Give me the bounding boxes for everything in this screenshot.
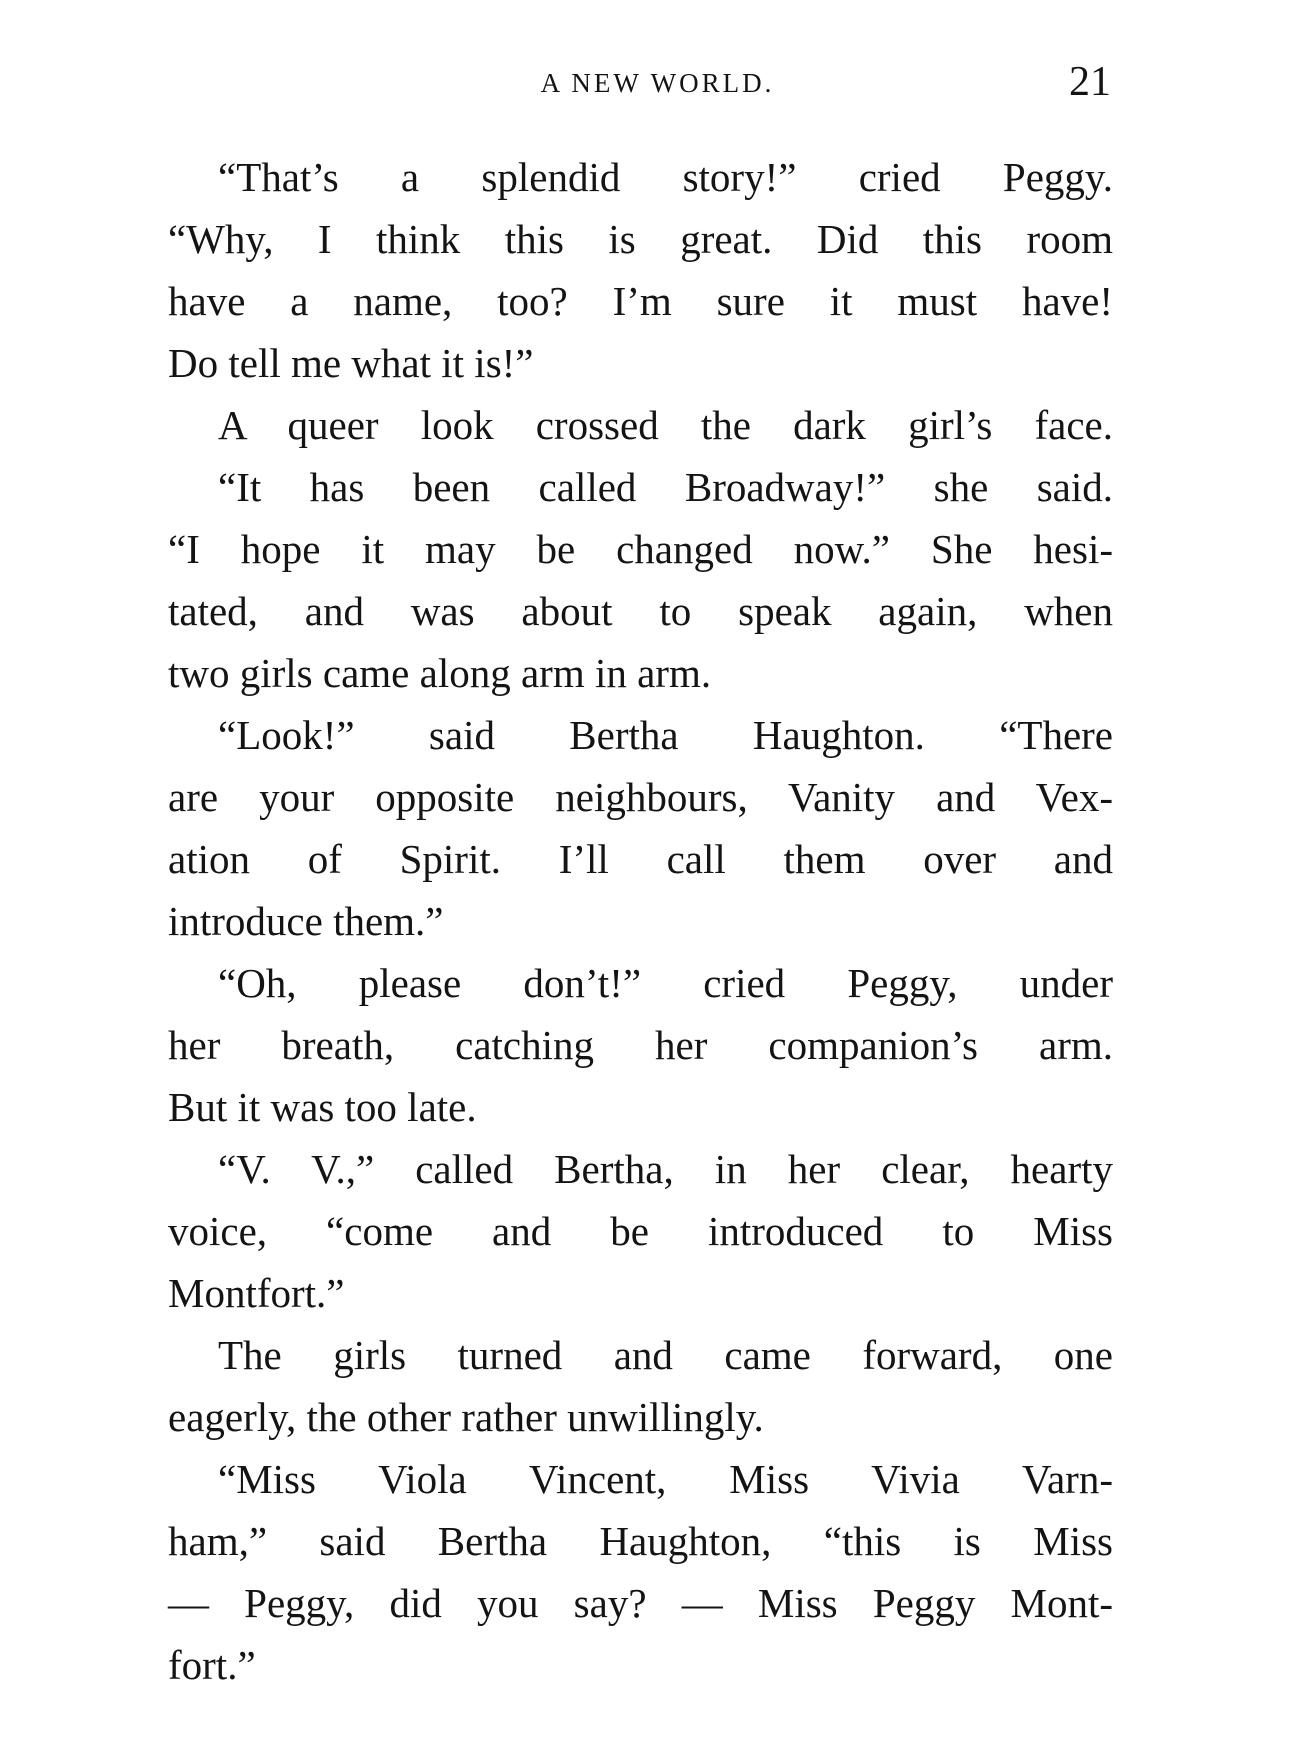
- text-line: eagerly, the other rather unwillingly.: [168, 1394, 764, 1440]
- text-line: The girls turned and came forward, one: [218, 1332, 1113, 1378]
- text-line: Montfort.”: [168, 1270, 345, 1316]
- text-line: “Miss Viola Vincent, Miss Vivia Varn-: [218, 1456, 1113, 1502]
- paragraph: [168, 146, 1113, 394]
- text-line: tated, and was about to speak again, when: [168, 588, 1113, 634]
- paragraph: [168, 394, 1113, 456]
- text-line: voice, “come and be introduced to Miss: [168, 1208, 1113, 1254]
- text-line: introduce them.”: [168, 898, 444, 944]
- running-title: A NEW WORLD.: [540, 68, 775, 98]
- text-line: — Peggy, did you say? — Miss Peggy Mont-: [168, 1580, 1113, 1626]
- text-line: “Look!” said Bertha Haughton. “There: [218, 712, 1113, 758]
- text-line: Do tell me what it is!”: [168, 340, 534, 386]
- text-line: her breath, catching her companion’s arm.: [168, 1022, 1113, 1068]
- text-line: ham,” said Bertha Haughton, “this is Miss: [168, 1518, 1113, 1564]
- text-line: have a name, too? I’m sure it must have!: [168, 278, 1113, 324]
- text-line: “Oh, please don’t!” cried Peggy, under: [218, 960, 1113, 1006]
- text-line: are your opposite neighbours, Vanity and Vex-: [168, 774, 1113, 820]
- text-line: “I hope it may be changed now.” She hesi-: [168, 526, 1113, 572]
- paragraph: [168, 1324, 1113, 1448]
- paragraph: [168, 456, 1113, 704]
- text-line: “V. V.,” called Bertha, in her clear, hearty: [218, 1146, 1113, 1192]
- paragraph: [168, 952, 1113, 1138]
- paragraph: [168, 704, 1113, 952]
- text-line: fort.”: [168, 1642, 256, 1688]
- text-line: “Why, I think this is great. Did this room: [168, 216, 1113, 262]
- body-text: [168, 146, 1113, 1696]
- text-line: two girls came along arm in arm.: [168, 650, 712, 696]
- page-number: 21: [1069, 59, 1111, 105]
- text-line: ation of Spirit. I’ll call them over and: [168, 836, 1113, 882]
- text-line: “That’s a splendid story!” cried Peggy.: [218, 154, 1113, 200]
- text-line: But it was too late.: [168, 1084, 477, 1130]
- text-line: A queer look crossed the dark girl’s face.: [218, 402, 1113, 448]
- paragraph: [168, 1138, 1113, 1324]
- paragraph: [168, 1448, 1113, 1696]
- running-head: [168, 58, 1113, 108]
- text-line: “It has been called Broadway!” she said.: [218, 464, 1113, 510]
